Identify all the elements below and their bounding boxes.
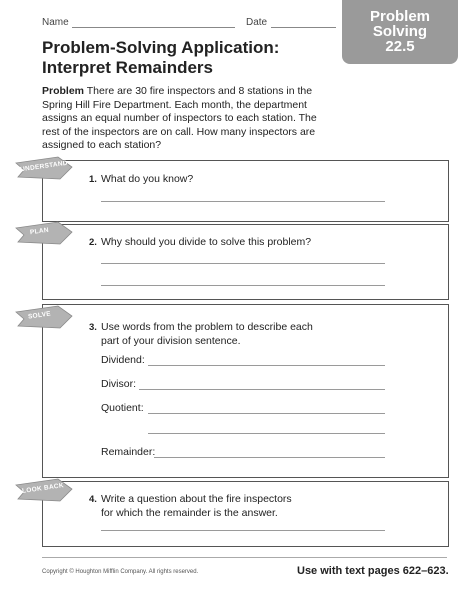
question-text: Why should you divide to solve this problem? [101, 236, 312, 248]
badge-line-1: Problem [369, 8, 430, 25]
question-text-line-2: for which the remainder is the answer. [101, 507, 278, 519]
remainder-label: Remainder: [101, 446, 156, 458]
problem-text: There are 30 fire inspectors and 8 stations in the Spring Hill Fire Department. Each month, the department assigns an equal number of inspectors to each station. The rest of the inspectors are on call. How many inspectors are assigned to each station? [42, 85, 317, 151]
answer-line[interactable] [101, 263, 385, 264]
step-box-solve [42, 304, 449, 478]
copyright: Copyright © Houghton Mifflin Company. All rights reserved. [42, 569, 199, 575]
understand-tag: UNDERSTAND [19, 159, 69, 174]
title-line-1: Problem-Solving Application: [42, 38, 280, 57]
step-box-understand [42, 160, 449, 222]
quotient-field[interactable] [148, 413, 385, 414]
question-number: 1. [89, 174, 97, 185]
question-text-line-1: Write a question about the fire inspectors [101, 493, 292, 505]
title-line-2: Interpret Remainders [42, 58, 213, 77]
answer-line[interactable] [101, 285, 385, 286]
plan-tag: PLAN [29, 226, 50, 237]
name-label: Name [42, 17, 69, 28]
step-box-look-back [42, 481, 449, 547]
question-text: What do you know? [101, 173, 194, 185]
text-pages-note: Use with text pages 622–623. [297, 565, 449, 577]
answer-line[interactable] [101, 530, 385, 531]
dividend-label: Dividend: [101, 354, 145, 366]
question-text-line-2: part of your division sentence. [101, 335, 241, 347]
question-number: 4. [89, 494, 97, 505]
solve-tag: SOLVE [27, 310, 52, 321]
dividend-field[interactable] [148, 365, 385, 366]
date-label: Date [246, 17, 268, 28]
problem-statement [42, 85, 334, 153]
quotient-field-extra[interactable] [148, 433, 385, 434]
badge-number: 22.5 [385, 38, 415, 55]
step-box-plan [42, 224, 449, 300]
question-number: 2. [89, 237, 97, 248]
answer-line[interactable] [101, 201, 385, 202]
date-field[interactable] [271, 27, 336, 28]
badge-line-2: Solving [372, 23, 428, 40]
footer-divider [42, 557, 447, 558]
remainder-field[interactable] [154, 457, 385, 458]
divisor-label: Divisor: [101, 378, 137, 390]
page-title [42, 38, 279, 78]
divisor-field[interactable] [139, 389, 385, 390]
question-text-line-1: Use words from the problem to describe each [101, 321, 313, 333]
name-field[interactable] [72, 27, 235, 28]
look-back-tag: LOOK BACK [21, 482, 65, 495]
problem-solving-badge [342, 0, 458, 64]
quotient-label: Quotient: [101, 402, 144, 414]
question-number: 3. [89, 322, 97, 333]
problem-label: Problem [42, 85, 85, 97]
